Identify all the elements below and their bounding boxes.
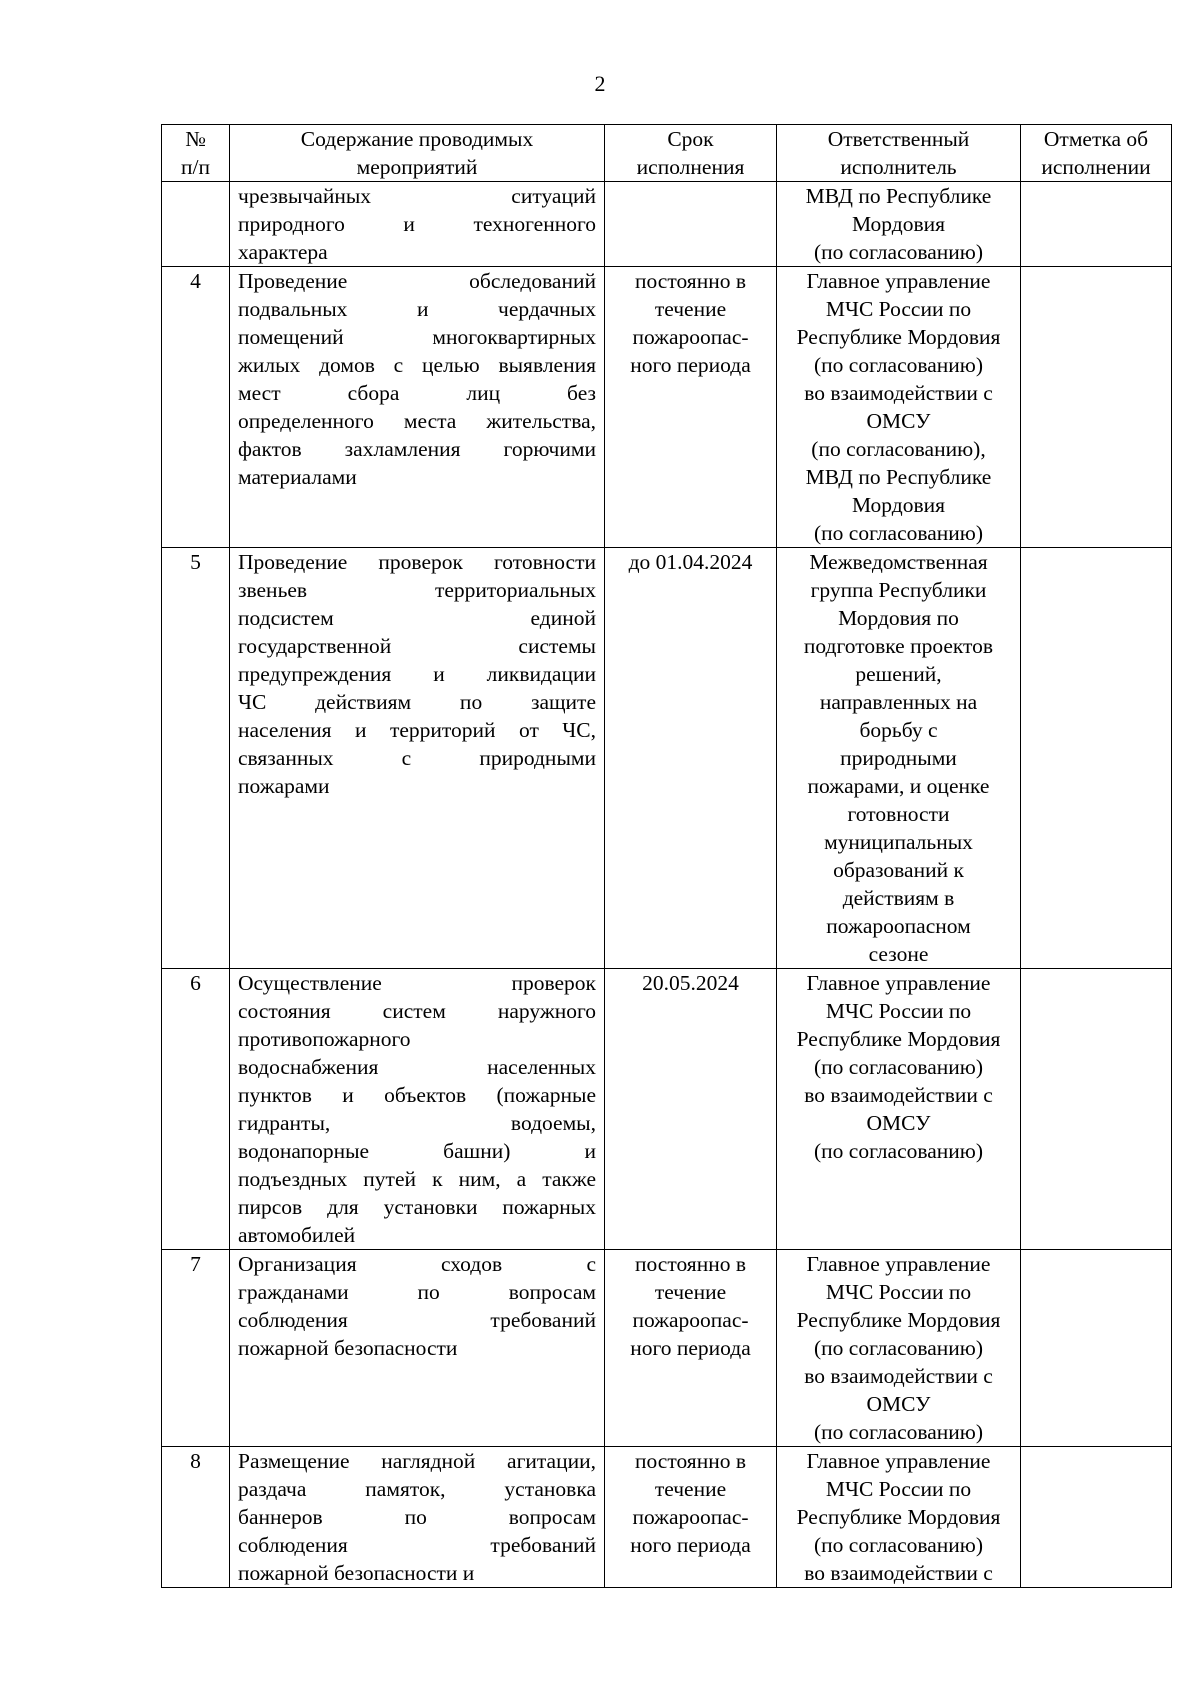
term-line: ного периода xyxy=(630,353,751,377)
term-line: постоянно в xyxy=(635,269,746,293)
content-line: Размещение наглядной агитации, xyxy=(238,1449,596,1473)
event-term xyxy=(605,1447,777,1588)
responsible-line: во взаимодействии с xyxy=(804,1364,993,1388)
header-line: п/п xyxy=(181,155,210,179)
header-line: № xyxy=(185,127,206,151)
responsible-line: Главное управление xyxy=(806,1449,991,1473)
content-line: фактов захламления горючими xyxy=(238,437,596,461)
content-line: соблюдения требований xyxy=(238,1308,596,1332)
content-line: звеньев территориальных xyxy=(238,578,596,602)
table-row xyxy=(162,182,1172,267)
term-line: пожароопас- xyxy=(632,325,749,349)
row-number: 8 xyxy=(162,1447,230,1588)
content-line: жилых домов с целью выявления xyxy=(238,353,596,377)
responsible-line: Главное управление xyxy=(806,1252,991,1276)
term-line: ного периода xyxy=(630,1533,751,1557)
header-responsible xyxy=(777,125,1021,182)
responsible-line: действиям в xyxy=(842,886,955,910)
header-line: Отметка об xyxy=(1043,127,1149,151)
event-responsible xyxy=(777,1250,1021,1447)
responsible-line: во взаимодействии с xyxy=(804,1083,993,1107)
responsible-line: природными xyxy=(840,746,957,770)
content-line: состояния систем наружного xyxy=(238,999,596,1023)
content-line: материалами xyxy=(238,465,357,489)
responsible-line: Республике Мордовия xyxy=(796,1505,1001,1529)
event-responsible xyxy=(777,182,1021,267)
table-body xyxy=(162,182,1172,1588)
execution-mark xyxy=(1021,1250,1172,1447)
event-content xyxy=(230,267,605,548)
execution-mark xyxy=(1021,182,1172,267)
header-line: Содержание проводимых xyxy=(300,127,534,151)
responsible-line: Республике Мордовия xyxy=(796,1308,1001,1332)
content-line: баннеров по вопросам xyxy=(238,1505,596,1529)
content-line: пожарами xyxy=(238,774,330,798)
responsible-line: подготовке проектов xyxy=(803,634,994,658)
event-responsible xyxy=(777,267,1021,548)
term-line: течение xyxy=(654,1477,727,1501)
table-header-row xyxy=(162,125,1172,182)
content-line: пирсов для установки пожарных xyxy=(238,1195,596,1219)
responsible-line: ОМСУ xyxy=(866,1392,931,1416)
responsible-line: МЧС России по xyxy=(825,297,972,321)
content-line: предупреждения и ликвидации xyxy=(238,662,596,686)
content-line: государственной системы xyxy=(238,634,596,658)
responsible-line: во взаимодействии с xyxy=(804,381,993,405)
execution-mark xyxy=(1021,969,1172,1250)
responsible-line: Республике Мордовия xyxy=(796,1027,1001,1051)
page-number: 2 xyxy=(594,71,606,96)
event-term xyxy=(605,548,777,969)
table-row xyxy=(162,267,1172,548)
term-line: до 01.04.2024 xyxy=(628,550,753,574)
content-line: характера xyxy=(238,240,328,264)
row-number: 4 xyxy=(162,267,230,548)
responsible-line: (по согласованию) xyxy=(813,521,984,545)
content-line: населения и территорий от ЧС, xyxy=(238,718,596,742)
execution-mark xyxy=(1021,548,1172,969)
content-line: пожарной безопасности xyxy=(238,1336,458,1360)
responsible-line: ОМСУ xyxy=(866,409,931,433)
content-line: водоснабжения населенных xyxy=(238,1055,596,1079)
content-line: ЧС действиям по защите xyxy=(238,690,596,714)
responsible-line: Республике Мордовия xyxy=(796,325,1001,349)
event-responsible xyxy=(777,969,1021,1250)
responsible-line: образований к xyxy=(833,858,964,882)
content-line: Осуществление проверок xyxy=(238,971,596,995)
content-line: соблюдения требований xyxy=(238,1533,596,1557)
term-line: 20.05.2024 xyxy=(642,971,739,995)
responsible-line: (по согласованию) xyxy=(813,1336,984,1360)
header-mark xyxy=(1021,125,1172,182)
event-term xyxy=(605,969,777,1250)
header-line: исполнитель xyxy=(840,155,957,179)
content-line: мест сбора лиц без xyxy=(238,381,596,405)
event-content xyxy=(230,548,605,969)
row-number: 7 xyxy=(162,1250,230,1447)
responsible-line: Мордовия xyxy=(851,212,946,236)
event-content xyxy=(230,182,605,267)
content-line: водонапорные башни) и xyxy=(238,1139,596,1163)
responsible-line: МЧС России по xyxy=(825,1280,972,1304)
header-line: Ответственный xyxy=(827,127,970,151)
content-line: пожарной безопасности и xyxy=(238,1561,475,1585)
event-content xyxy=(230,969,605,1250)
header-line: мероприятий xyxy=(356,155,478,179)
content-line: подвальных и чердачных xyxy=(238,297,596,321)
responsible-line: решений, xyxy=(855,662,942,686)
table-row xyxy=(162,548,1172,969)
header-content xyxy=(230,125,605,182)
table-row xyxy=(162,1447,1172,1588)
event-responsible xyxy=(777,1447,1021,1588)
content-line: гражданами по вопросам xyxy=(238,1280,596,1304)
content-line: подъездных путей к ним, а также xyxy=(238,1167,596,1191)
header-line: исполнения xyxy=(636,155,745,179)
responsible-line: МЧС России по xyxy=(825,1477,972,1501)
header-line: исполнении xyxy=(1041,155,1151,179)
responsible-line: готовности xyxy=(847,802,950,826)
responsible-line: МЧС России по xyxy=(825,999,972,1023)
term-line: постоянно в xyxy=(635,1449,746,1473)
content-line: раздача памяток, установка xyxy=(238,1477,596,1501)
responsible-line: МВД по Республике xyxy=(805,465,992,489)
event-term xyxy=(605,267,777,548)
execution-mark xyxy=(1021,1447,1172,1588)
responsible-line: ОМСУ xyxy=(866,1111,931,1135)
responsible-line: (по согласованию) xyxy=(813,1533,984,1557)
responsible-line: группа Республики xyxy=(810,578,987,602)
content-line: определенного места жительства, xyxy=(238,409,596,433)
responsible-line: (по согласованию) xyxy=(813,1420,984,1444)
content-line: автомобилей xyxy=(238,1223,356,1247)
content-line: чрезвычайных ситуаций xyxy=(238,184,596,208)
content-line: Организация сходов с xyxy=(238,1252,596,1276)
event-term xyxy=(605,1250,777,1447)
responsible-line: Мордовия по xyxy=(838,606,959,630)
event-content xyxy=(230,1447,605,1588)
table-row xyxy=(162,1250,1172,1447)
responsible-line: Главное управление xyxy=(806,971,991,995)
term-line: постоянно в xyxy=(635,1252,746,1276)
responsible-line: сезоне xyxy=(868,942,929,966)
event-term xyxy=(605,182,777,267)
term-line: ного периода xyxy=(630,1336,751,1360)
content-line: гидранты, водоемы, xyxy=(238,1111,596,1135)
header-num xyxy=(162,125,230,182)
row-number: 5 xyxy=(162,548,230,969)
responsible-line: (по согласованию) xyxy=(813,1139,984,1163)
responsible-line: (по согласованию) xyxy=(813,240,984,264)
responsible-line: пожарами, и оценке xyxy=(807,774,990,798)
responsible-line: Главное управление xyxy=(806,269,991,293)
term-line: течение xyxy=(654,297,727,321)
responsible-line: Мордовия xyxy=(851,493,946,517)
content-line: противопожарного xyxy=(238,1027,411,1051)
responsible-line: (по согласованию) xyxy=(813,1055,984,1079)
content-line: подсистем единой xyxy=(238,606,596,630)
content-line: Проведение обследований xyxy=(238,269,596,293)
term-line: течение xyxy=(654,1280,727,1304)
event-content xyxy=(230,1250,605,1447)
content-line: пунктов и объектов (пожарные xyxy=(238,1083,596,1107)
content-line: помещений многоквартирных xyxy=(238,325,596,349)
table-row xyxy=(162,969,1172,1250)
row-number: 6 xyxy=(162,969,230,1250)
responsible-line: во взаимодействии с xyxy=(804,1561,993,1585)
responsible-line: муниципальных xyxy=(824,830,973,854)
content-line: связанных с природными xyxy=(238,746,596,770)
events-table xyxy=(161,124,1172,1588)
responsible-line: (по согласованию) xyxy=(813,353,984,377)
term-line: пожароопас- xyxy=(632,1505,749,1529)
content-line: природного и техногенного xyxy=(238,212,596,236)
responsible-line: направленных на xyxy=(819,690,978,714)
responsible-line: борьбу с xyxy=(859,718,938,742)
row-number xyxy=(162,182,230,267)
responsible-line: Межведомственная xyxy=(809,550,988,574)
event-responsible xyxy=(777,548,1021,969)
responsible-line: (по согласованию), xyxy=(811,437,986,461)
content-line: Проведение проверок готовности xyxy=(238,550,596,574)
header-term xyxy=(605,125,777,182)
responsible-line: МВД по Республике xyxy=(805,184,992,208)
responsible-line: пожароопасном xyxy=(826,914,971,938)
execution-mark xyxy=(1021,267,1172,548)
header-line: Срок xyxy=(667,127,714,151)
term-line: пожароопас- xyxy=(632,1308,749,1332)
